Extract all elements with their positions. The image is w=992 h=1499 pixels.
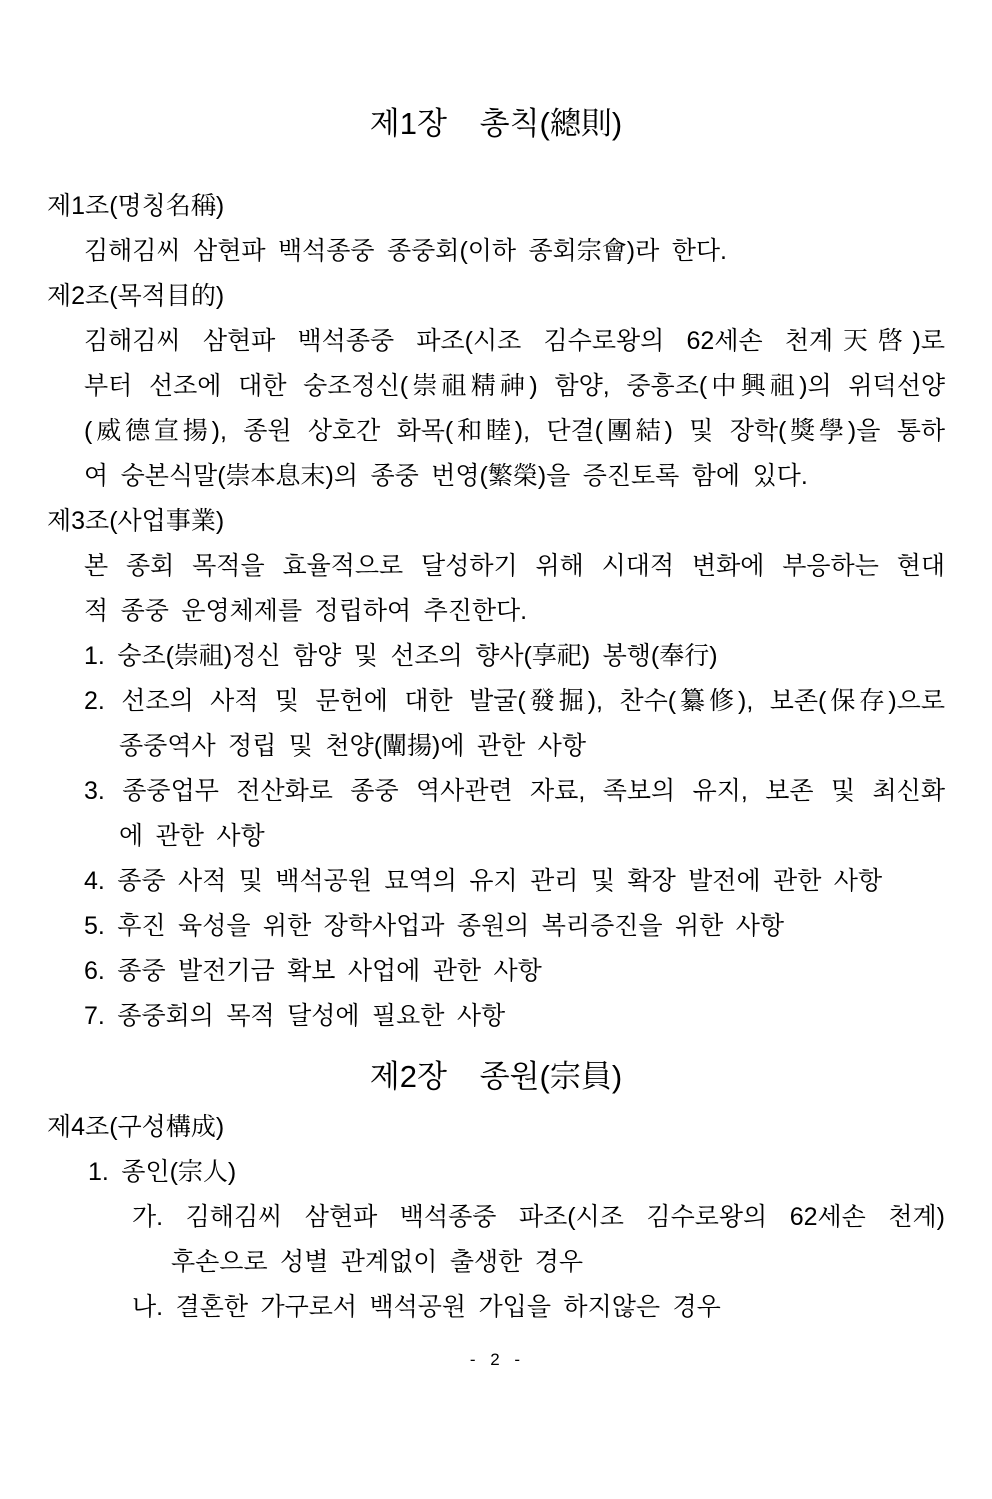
paragraph-line: 본 종회 목적을 효율적으로 달성하기 위해 시대적 변화에 부응하는 현대 — [84, 552, 945, 580]
chapter-heading: 제1장 총칙(總則) — [369, 106, 623, 141]
document-page — [0, 96, 992, 1499]
paragraph-line: 적 종중 운영체제를 정립하여 추진한다. — [84, 597, 528, 625]
chapter-heading: 제2장 종원(宗員) — [369, 1059, 623, 1094]
article-heading: 제2조(목적目的) — [47, 282, 225, 310]
paragraph-line: 부터 선조에 대한 숭조정신(崇祖精神) 함양, 중흥조(中興祖)의 위덕선양 — [84, 372, 945, 400]
numbered-item-line: 1. 숭조(崇祖)정신 함양 및 선조의 향사(享祀) 봉행(奉行) — [84, 642, 718, 670]
numbered-item-line: 5. 후진 육성을 위한 장학사업과 종원의 복리증진을 위한 사항 — [84, 912, 785, 940]
article-heading: 제4조(구성構成) — [47, 1113, 225, 1141]
paragraph-line: 김해김씨 삼현파 백석종중 파조(시조 김수로왕의 62세손 천계天啓)로 — [84, 327, 945, 355]
numbered-item-continuation: 에 관한 사항 — [119, 822, 265, 850]
numbered-item-line: 6. 종중 발전기금 확보 사업에 관한 사항 — [84, 957, 542, 985]
paragraph-line: (威德宣揚), 종원 상호간 화목(和睦), 단결(團結) 및 장학(獎學)을 통하 — [84, 417, 945, 445]
sub-item-line: 가. 김해김씨 삼현파 백석종중 파조(시조 김수로왕의 62세손 천계) — [132, 1203, 945, 1231]
paragraph-line: 여 숭본식말(崇本息末)의 종중 번영(繁榮)을 증진토록 함에 있다. — [84, 462, 808, 490]
paragraph-line: 김해김씨 삼현파 백석종중 종중회(이하 종회宗會)라 한다. — [84, 237, 727, 265]
sub-item-line: 나. 결혼한 가구로서 백석공원 가입을 하지않은 경우 — [132, 1293, 721, 1321]
document-body — [0, 96, 992, 1499]
numbered-item-line: 2. 선조의 사적 및 문헌에 대한 발굴(發掘), 찬수(纂修), 보존(保存)으로 — [84, 687, 945, 715]
document-lines — [47, 96, 945, 1330]
article-heading: 제1조(명칭名稱) — [47, 192, 225, 220]
page-number: - 2 - — [469, 1350, 523, 1369]
numbered-item-line: 3. 종중업무 전산화로 종중 역사관련 자료, 족보의 유지, 보존 및 최신화 — [84, 777, 945, 805]
sub-item-continuation: 후손으로 성별 관계없이 출생한 경우 — [171, 1248, 584, 1276]
numbered-item-line: 1. 종인(宗人) — [88, 1158, 237, 1186]
numbered-item-continuation: 종중역사 정립 및 천양(闡揚)에 관한 사항 — [119, 732, 586, 760]
article-heading: 제3조(사업事業) — [47, 507, 225, 535]
numbered-item-line: 7. 종중회의 목적 달성에 필요한 사항 — [84, 1002, 506, 1030]
numbered-item-line: 4. 종중 사적 및 백석공원 묘역의 유지 관리 및 확장 발전에 관한 사항 — [84, 867, 883, 895]
